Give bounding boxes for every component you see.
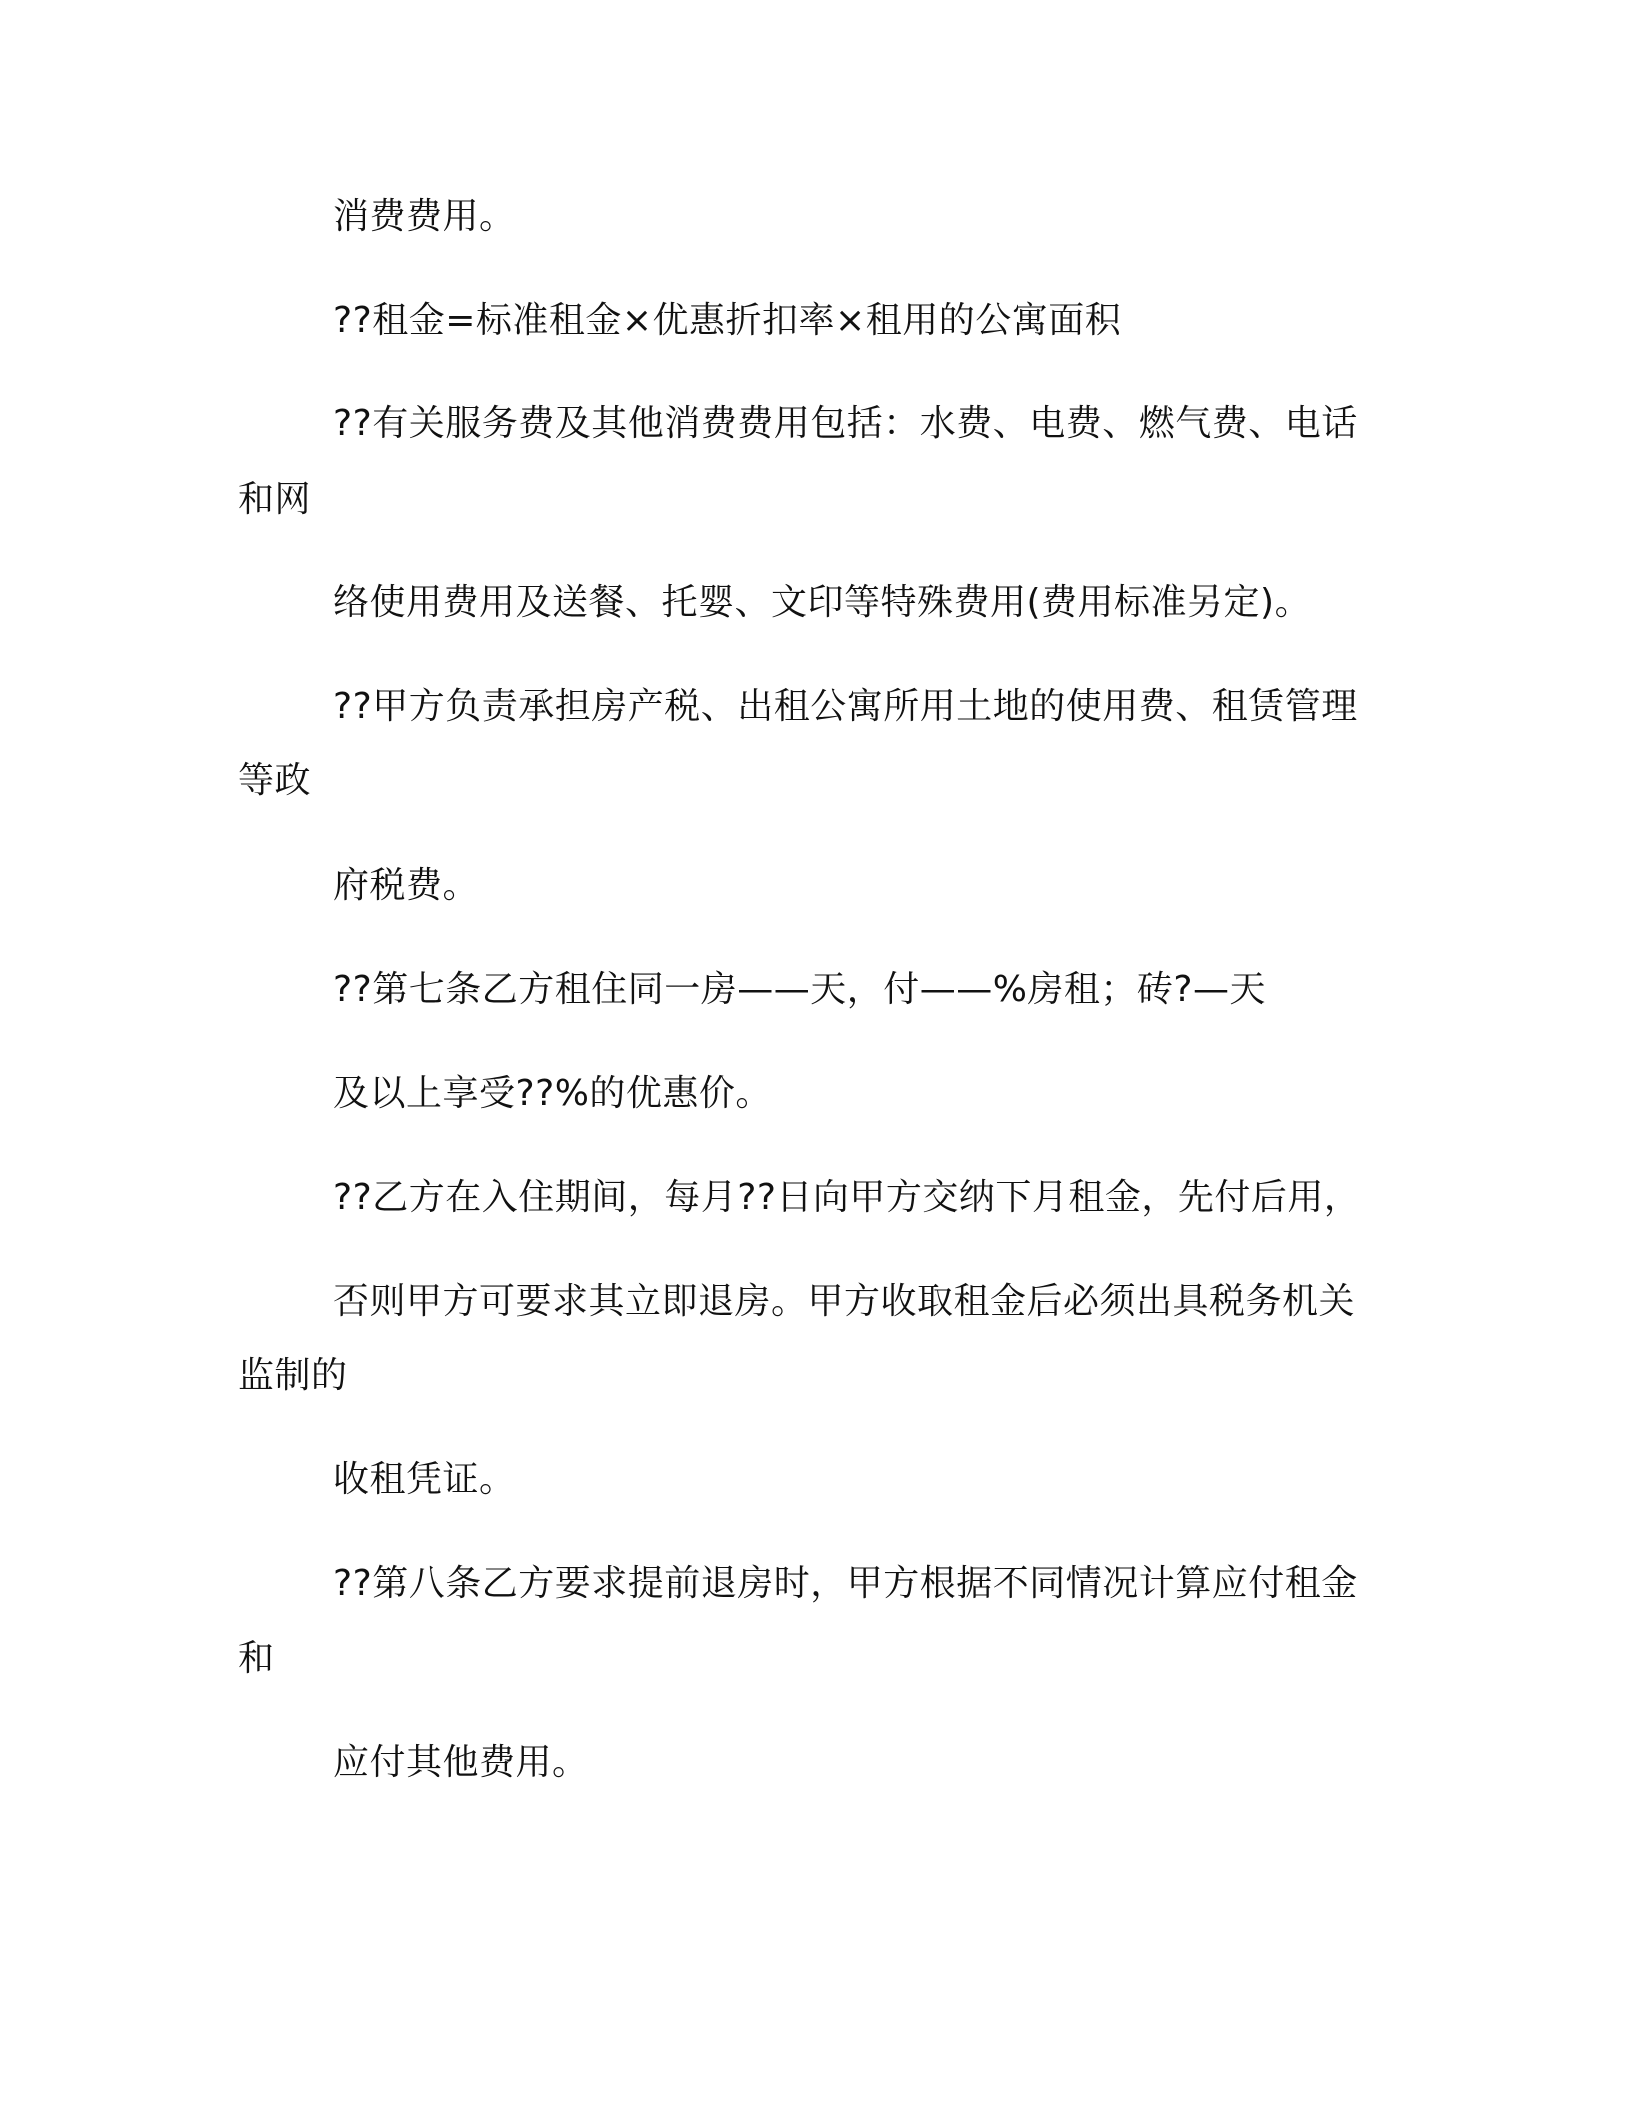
text-line: 府税费。 (333, 865, 480, 906)
text-line: ??第八条乙方要求提前退房时，甲方根据不同情况计算应付租金 (333, 1563, 1358, 1604)
text-line: 及以上享受??%的优惠价。 (333, 1073, 772, 1114)
text-line: ??第七条乙方租住同一房——天，付——%房租；砖?—天 (333, 969, 1267, 1010)
text-line: ??租金=标准租金×优惠折扣率×租用的公寓面积 (333, 300, 1122, 341)
text-line: 应付其他费用。 (333, 1742, 589, 1783)
text-line: 监制的 (238, 1355, 348, 1396)
text-line: 消费费用。 (333, 196, 516, 237)
text-line: 等政 (238, 760, 312, 801)
text-line: ??乙方在入住期间，每月??日向甲方交纳下月租金，先付后用， (333, 1177, 1361, 1218)
text-line: 络使用费用及送餐、托婴、文印等特殊费用(费用标准另定)。 (333, 582, 1312, 623)
text-line: 和 (238, 1638, 275, 1679)
text-line: ??甲方负责承担房产税、出租公寓所用土地的使用费、租赁管理 (333, 686, 1358, 727)
text-line: 否则甲方可要求其立即退房。甲方收取租金后必须出具税务机关 (333, 1281, 1356, 1322)
text-line: ??有关服务费及其他消费费用包括：水费、电费、燃气费、电话 (333, 403, 1358, 444)
text-line: 收租凭证。 (333, 1459, 516, 1500)
text-line: 和网 (238, 479, 312, 520)
